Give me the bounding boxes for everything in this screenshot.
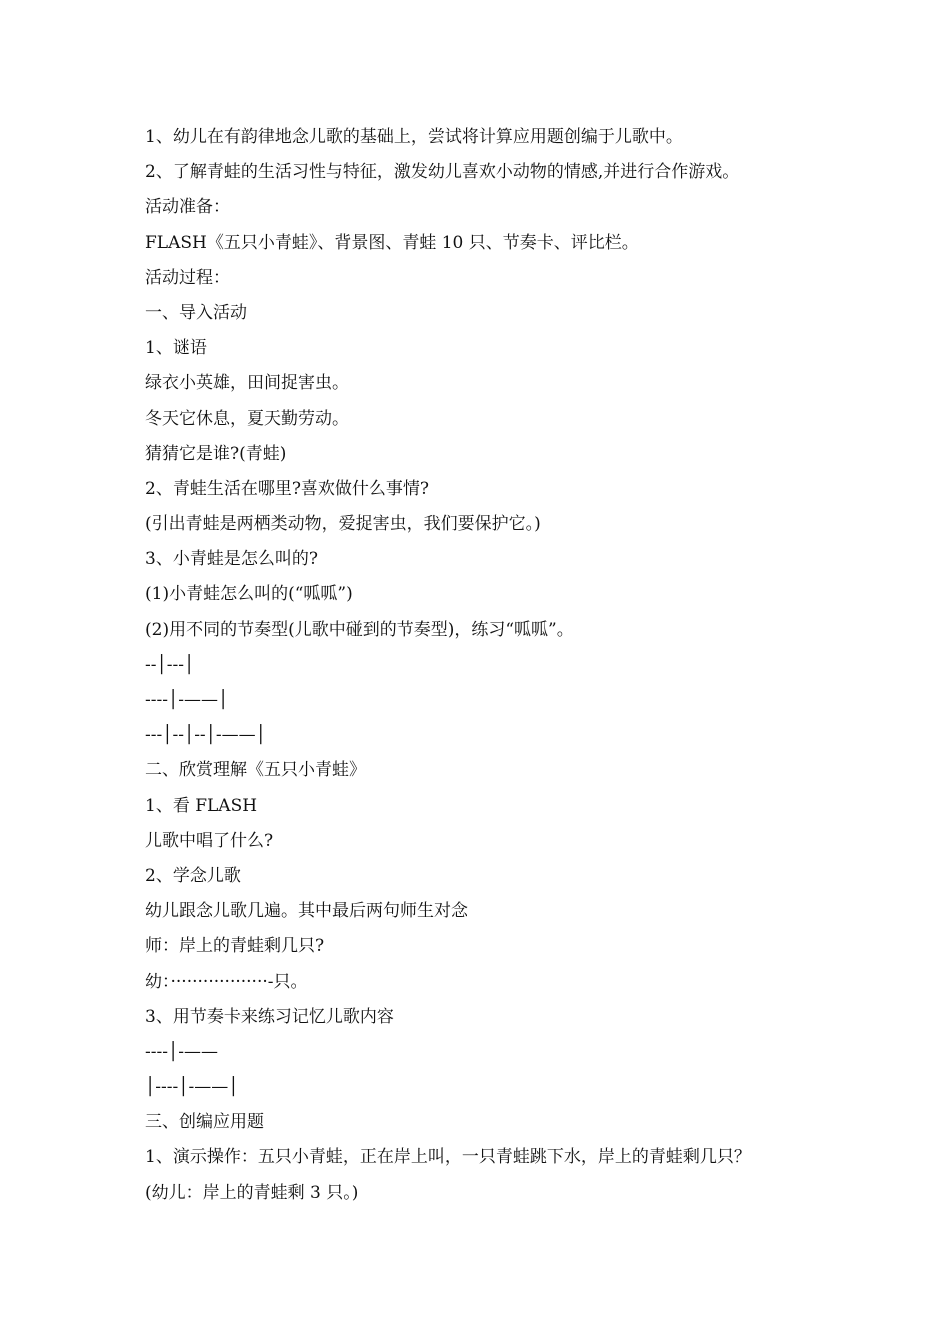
preparation-materials: FLASH《五只小青蛙》、背景图、青蛙 10 只、节奏卡、评比栏。 (145, 232, 639, 253)
learn-song-note: 幼儿跟念儿歌几遍。其中最后两句师生对念 (145, 901, 468, 922)
habitat-note: (引出青蛙是两栖类动物，爱捉害虫，我们要保护它。) (145, 514, 541, 535)
part-heading-create: 三、创编应用题 (145, 1112, 264, 1133)
rhythm-pattern-2: ----│-——│ (145, 690, 229, 710)
step-habitat: 2、青蛙生活在哪里?喜欢做什么事情? (145, 478, 430, 499)
goal-line-2: 2、了解青蛙的生活习性与特征，激发幼儿喜欢小动物的情感,并进行合作游戏。 (145, 162, 740, 183)
step-demo: 1、演示操作：五只小青蛙，正在岸上叫，一只青蛙跳下水，岸上的青蛙剩几只？ (145, 1147, 751, 1168)
sound-substep-1: (1)小青蛙怎么叫的(“呱呱”) (145, 584, 353, 605)
step-watch-flash: 1、看 FLASH (145, 795, 258, 816)
watch-question: 儿歌中唱了什么? (145, 830, 274, 851)
child-line: 幼：··················-只。 (145, 971, 308, 992)
rhythm-card-2: │----│-——│ (145, 1077, 239, 1098)
demo-answer: (幼儿：岸上的青蛙剩 3 只。) (145, 1182, 359, 1203)
goal-line-1: 1、幼儿在有韵律地念儿歌的基础上，尝试将计算应用题创编于儿歌中。 (145, 127, 683, 147)
riddle-question: 猜猜它是谁?(青蛙) (145, 443, 287, 464)
section-heading-preparation: 活动准备： (145, 197, 230, 218)
step-rhythm-cards: 3、用节奏卡来练习记忆儿歌内容 (145, 1006, 394, 1027)
sound-substep-2: (2)用不同的节奏型(儿歌中碰到的节奏型)，练习“呱呱”。 (145, 619, 574, 640)
teacher-line: 师：岸上的青蛙剩几只? (145, 936, 325, 957)
part-heading-intro: 一、导入活动 (145, 302, 247, 323)
step-learn-song: 2、学念儿歌 (145, 865, 241, 886)
part-heading-appreciation: 二、欣赏理解《五只小青蛙》 (145, 760, 366, 781)
step-sound: 3、小青蛙是怎么叫的? (145, 549, 318, 570)
rhythm-card-1: ----│-—— (145, 1041, 218, 1062)
step-riddle: 1、谜语 (145, 338, 207, 359)
section-heading-process: 活动过程： (145, 267, 230, 288)
rhythm-pattern-1: --│---│ (145, 654, 195, 675)
document-body (145, 120, 845, 1211)
riddle-line-1: 绿衣小英雄，田间捉害虫。 (145, 373, 349, 394)
riddle-line-2: 冬天它休息，夏天勤劳动。 (145, 408, 349, 429)
rhythm-pattern-3: ---│--│--│-——│ (145, 725, 266, 746)
